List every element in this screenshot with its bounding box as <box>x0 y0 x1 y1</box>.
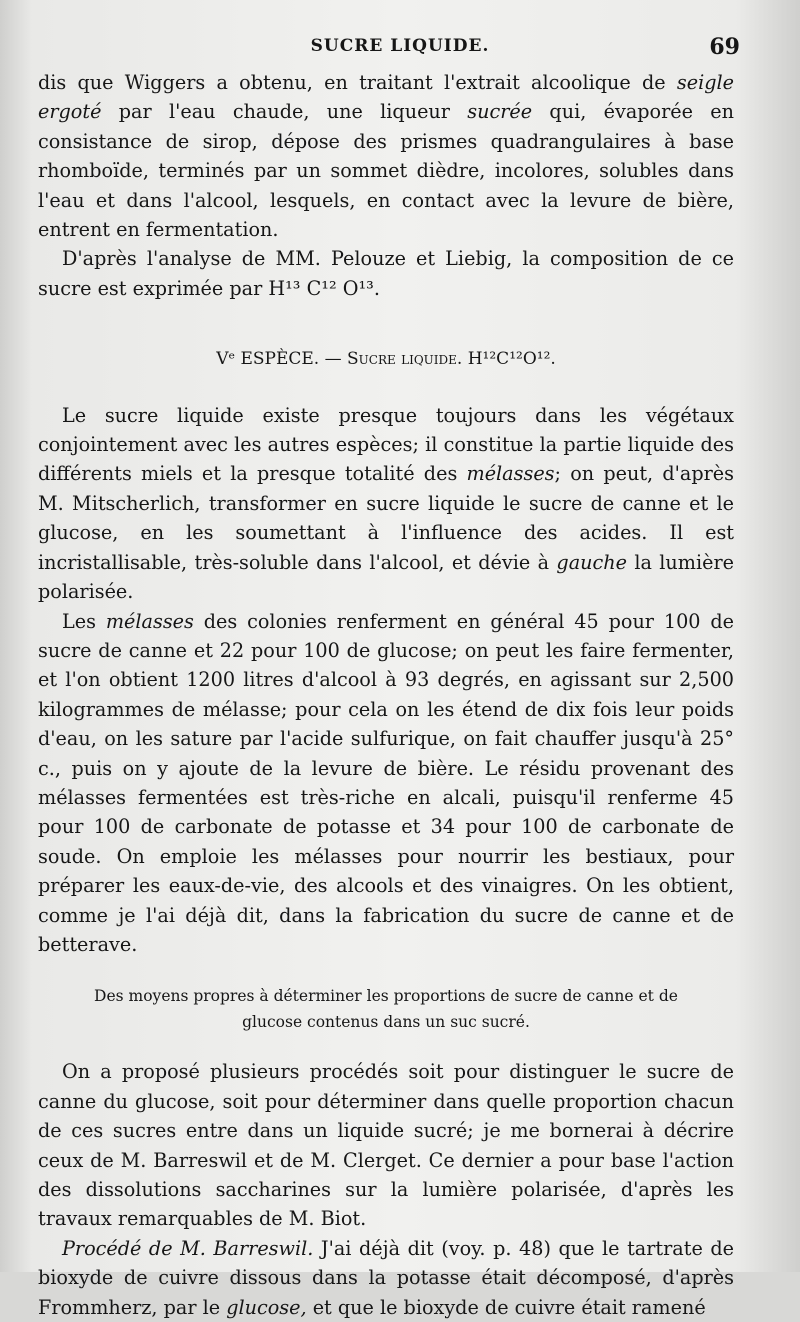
paragraph-text: des colonies renferment en général 45 pour 100 de sucre de canne et 22 pour 100 de glucose; on peut les faire fermenter, et l'on obtient 1200 litres d'alcool à 93 degrés, en agissant sur 2,500 kilogrammes de mélasse; pour cela on les étend de dix fois leur poids d'eau, on les sature par l'acide sulfurique, on fait chauffer jusqu'à 25° c., puis on y ajoute de la levure de bière. Le résidu provenant des mélasses fermentées est très-riche en alcali, puisqu'il renferme 45 pour 100 de carbonate de potasse et 34 pour 100 de carbonate de soude. On emploie les mélasses pour nourrir les bestiaux, pour préparer les eaux-de-vie, des alcools et des vinaigres. On les obtient, comme je l'ai déjà dit, dans la fabrication du sucre de canne et de betterave. <box>38 609 735 956</box>
paragraph-barreswil <box>38 1234 734 1322</box>
paragraph-wiggers <box>38 68 734 244</box>
section-heading <box>38 345 734 374</box>
page-number: 69 <box>709 34 740 60</box>
section-name: Sucre liquide <box>347 349 457 370</box>
italic-term: mélasses <box>466 462 555 486</box>
paragraph-procedes: On a proposé plusieurs procédés soit pour distinguer le sucre de canne du glucose, soit pour déterminer dans quelle proportion chacun de ces sucres entre dans un liquide sucré; je me bornerai à décrire ceux de M. Barreswil et de M. Clerget. Ce dernier a pour base l'action des dissolutions saccharines sur la lumière polarisée, d'après les travaux remarquables de M. Biot. <box>38 1060 734 1231</box>
italic-term: gauche <box>556 550 627 574</box>
paragraph-text: dis que Wiggers a obtenu, en traitant l'extrait alcoolique de <box>38 71 677 94</box>
paragraph-text: Le sucre liquide existe presque toujours dans les végétaux conjointement avec les autres espèces; il constitue la partie liquide des différents miels et la presque totalité des <box>38 403 734 486</box>
paragraph-sucre-liquide <box>38 401 734 607</box>
body-text <box>38 68 734 1322</box>
italic-term: Procédé de M. Barreswil. <box>62 1236 314 1260</box>
paragraph-text: et que le bioxyde de cuivre était ramené <box>306 1295 706 1319</box>
paragraph-composition: D'après l'analyse de MM. Pelouze et Liebig, la composition de ce sucre est exprimée par H¹³ C¹² O¹³. <box>38 247 734 300</box>
paragraph-text: ; on peut, d'après M. Mitscherlich, transformer en sucre liquide le sucre de canne et le glucose, en les soumettant à l'influence des acides. Il est incristallisable, très-soluble dans l'alcool, et dévie à <box>38 462 734 574</box>
section-prefix: Vᵉ ESPÈCE. — <box>216 349 347 370</box>
section-formula: . H¹²C¹²O¹². <box>456 349 556 370</box>
italic-term: seigle ergoté <box>38 71 734 124</box>
italic-term: glucose, <box>226 1295 307 1319</box>
paragraph-text: par l'eau chaude, une liqueur <box>101 100 468 124</box>
paragraph-text: la lumière polarisée. <box>38 550 734 604</box>
paragraph-text: qui, évaporée en consistance de sirop, dépose des prismes quadrangulaires à base rhomboïde, terminés par un sommet dièdre, incolores, solubles dans l'eau et dans l'alcool, lesquels, en contact avec la levure de bière, entrent en fermentation. <box>38 100 734 242</box>
italic-term: sucrée <box>467 100 533 124</box>
subsection-heading: Des moyens propres à déterminer les proportions de sucre de canne et de glucose contenus dans un suc sucré. <box>94 987 678 1032</box>
italic-term: mélasses <box>105 609 194 633</box>
paragraph-melasses <box>38 607 734 960</box>
running-title: SUCRE LIQUIDE. <box>310 36 490 56</box>
running-header <box>60 36 740 66</box>
paragraph-text: Les <box>62 609 106 633</box>
paragraph-text: J'ai déjà dit (voy. p. 48) que le tartrate de bioxyde de cuivre dissous dans la potasse était décomposé, d'après Frommherz, par le <box>38 1236 735 1319</box>
